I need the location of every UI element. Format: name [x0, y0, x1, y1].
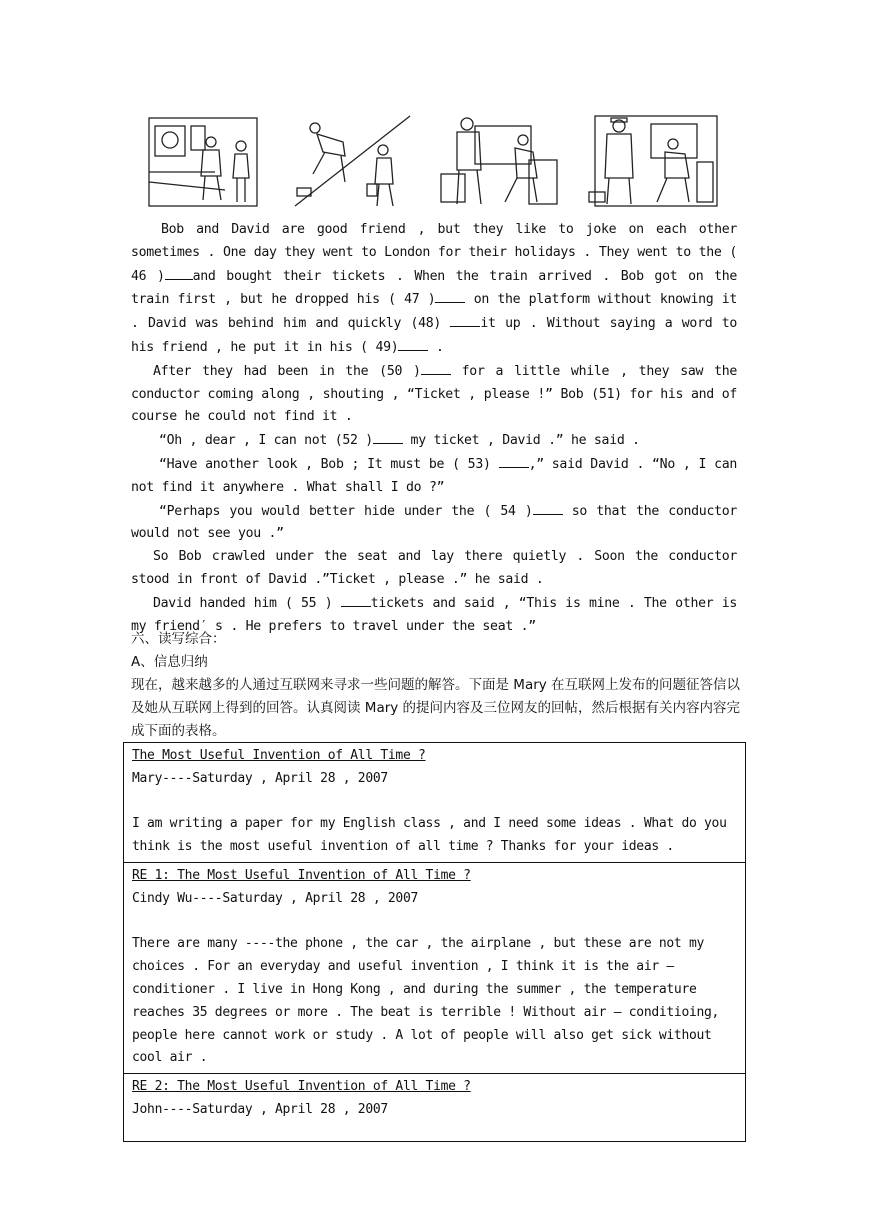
passage-text: my ticket , David .” he said . — [402, 433, 640, 449]
post-title: RE 1: The Most Useful Invention of All Time ? — [132, 867, 471, 883]
blank-54[interactable] — [533, 500, 563, 515]
passage-text: and bought their tickets . When the train arrived . Bob got on the train first , but he dropped his ( 47 ) — [131, 268, 737, 308]
passage-paragraph — [131, 546, 737, 592]
blank-50[interactable] — [421, 360, 451, 375]
passage-text: After they had been in the (50 ) — [153, 363, 421, 379]
passage-text: on the platform without knowing it . David was behind him and quickly (48) — [131, 292, 737, 332]
blank-47[interactable] — [435, 288, 465, 303]
forum-post — [124, 863, 745, 1074]
post-meta: Mary----Saturday , April 28 , 2007 — [132, 770, 388, 786]
passage-paragraph — [131, 453, 737, 500]
blank-53[interactable] — [499, 453, 529, 468]
post-title: The Most Useful Invention of All Time ? — [132, 748, 426, 763]
passage-text: So Bob crawled under the seat and lay there quietly . Soon the conductor stood in front of David .”Ticket , please .” he said . — [131, 549, 737, 587]
passage-paragraph — [131, 360, 737, 429]
passage-text: Bob and David are good friend , but they like to joke on each other sometimes . One day they went to London for their holidays . They went to the ( 46 ) — [131, 222, 737, 284]
post-meta: John----Saturday , April 28 , 2007 — [132, 1101, 388, 1117]
forum-post — [124, 1074, 745, 1141]
passage-text: . — [428, 339, 444, 355]
blank-55[interactable] — [341, 592, 371, 607]
post-body: I am writing a paper for my English class , and I need some ideas . What do you think is the most useful invention of all time ? Thanks for your ideas . — [132, 816, 727, 855]
train-story-comic-icon — [145, 112, 725, 212]
post-title: RE 2: The Most Useful Invention of All Time ? — [132, 1079, 471, 1095]
passage-text: ,” said David . “No , I can not find it anywhere . What shall I do ?” — [131, 456, 737, 495]
passage-paragraph — [131, 500, 737, 547]
post-body: There are many ----the phone , the car , the airplane , but these are not my choices . For an everyday and useful invention , I think it is the air – conditioner . I live in Hong Kong , and during the summer , the temperature reaches 35 degrees or more . The beat is terrible ! Without air – conditioing, people here cannot work or study . A lot of people will also get sick without cool air . — [132, 936, 720, 1066]
passage-paragraph — [131, 429, 737, 453]
blank-49[interactable] — [398, 336, 428, 351]
passage-text: tickets and said , “This is mine . The other is my friend′ s . He prefers to travel under the seat .” — [131, 595, 737, 634]
passage-text: so that the conductor would not see you .” — [131, 503, 738, 542]
blank-52[interactable] — [373, 429, 403, 444]
forum-post — [124, 743, 745, 863]
blank-48[interactable] — [450, 312, 480, 327]
passage-text: for a little while , they saw the conductor coming along , shouting , “Ticket , please !” Bob (51) for his and of course he could not find it . — [131, 363, 737, 425]
cloze-passage — [131, 219, 737, 638]
passage-text: David handed him ( 55 ) — [153, 595, 341, 611]
section-subheading: A、信息归纳 — [131, 654, 208, 670]
forum-posts-box — [123, 742, 746, 1142]
passage-text: “Have another look , Bob ; It must be ( 53) — [159, 456, 499, 472]
passage-text: it up . Without saying a word to his friend , he put it in his ( 49) — [131, 316, 737, 355]
passage-paragraph — [131, 219, 737, 360]
section-heading: 六、读写综合： — [131, 631, 226, 647]
blank-46[interactable] — [165, 265, 193, 280]
passage-text: “Oh , dear , I can not (52 ) — [159, 433, 373, 449]
post-meta: Cindy Wu----Saturday , April 28 , 2007 — [132, 890, 419, 906]
section-intro: 现在，越来越多的人通过互联网来寻求一些问题的解答。下面是 Mary 在互联网上发布的问题征答信以及她从互联网上得到的回答。认真阅读 Mary 的提问内容及三位网友的回帖，然后根据有关内容内容完成下面的表格。 — [131, 677, 741, 739]
passage-text: “Perhaps you would better hide under the ( 54 ) — [159, 503, 533, 519]
